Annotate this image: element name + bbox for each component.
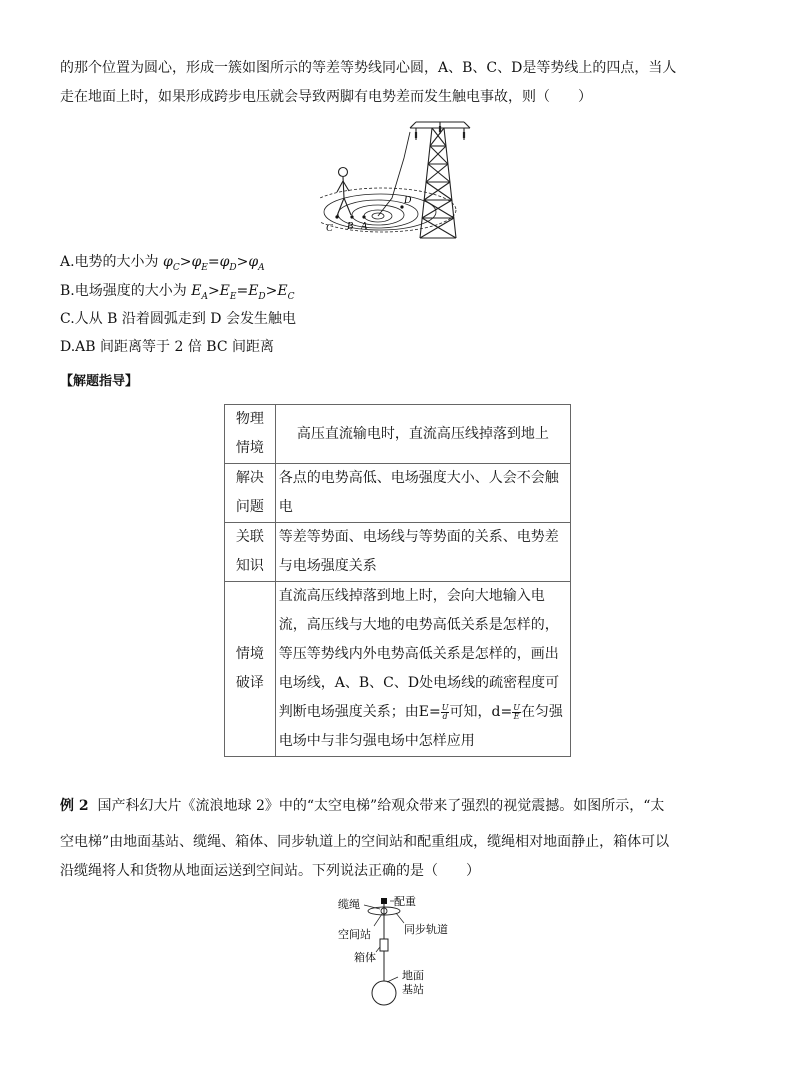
option-b-text: B.电场强度的大小为 xyxy=(60,283,187,299)
elevator-box xyxy=(380,939,388,951)
guide-title: 【解题指导】 xyxy=(60,374,139,389)
label-base-station: 基站 xyxy=(402,984,424,996)
guide-table xyxy=(224,404,571,757)
option-d: D.AB 间距离等于 2 倍 BC 间距离 xyxy=(60,339,274,355)
row-content: 高压直流输电时，直流高压线掉落到地上 xyxy=(275,405,570,464)
option-a: A.电势的大小为 $\varphi_C>\varphi_E=\varphi_D>\varphi_A$ xyxy=(60,254,265,273)
row-head: 解决 问题 xyxy=(225,464,276,523)
earth-circle xyxy=(372,981,396,1005)
row-head: 物理 情境 xyxy=(225,405,276,464)
table-row xyxy=(225,582,571,757)
intro-line-1: 的那个位置为圆心，形成一簇如图所示的等差等势线同心圆，A、B、C、D是等势线上的四点，当人 xyxy=(60,60,677,76)
table-row xyxy=(225,405,571,464)
row-content: 各点的电势高低、电场强度大小、人会不会触 电 xyxy=(275,464,570,523)
intro-line-2: 走在地面上时，如果形成跨步电压就会导致两脚有电势差而发生触电事故，则（ ） xyxy=(60,89,592,105)
person-figure xyxy=(337,168,351,217)
table-row xyxy=(225,523,571,582)
figure-tower-equipotential xyxy=(320,118,490,240)
example2-line-3: 沿缆绳将人和货物从地面运送到空间站。下列说法正确的是（ ） xyxy=(60,863,480,879)
option-b: B.电场强度的大小为 $E_A>E_E=E_D>E_C$ xyxy=(60,283,295,302)
row-content: 等差等势面、电场线与等势面的关系、电势差 与电场强度关系 xyxy=(275,523,570,582)
example2-label: 例 2 xyxy=(60,798,89,814)
example2-line-1: 例 2 国产科幻大片《流浪地球 2》中的“太空电梯”给观众带来了强烈的视觉震撼。如图所示，“太 xyxy=(60,798,665,814)
row-content: 直流高压线掉落到地上时，会向大地输入电 流，高压线与大地的电势高低关系是怎样的， 等压等势线内外电势高低关系是怎样的，画出 电场线，A、B、C、D处电场线的疏密程度可 判断电场强度关系；由E= $\frac{U}{d}$ 可知，d= $\frac{U}{E}$ 在匀强 电场中与非匀强电场中怎样应用 xyxy=(275,582,570,757)
example2-line-2: 空电梯”由地面基站、缆绳、箱体、同步轨道上的空间站和配重组成，缆绳相对地面静止，箱体可以 xyxy=(60,834,670,850)
table-row xyxy=(225,464,571,523)
field-points xyxy=(335,205,403,218)
label-b: B xyxy=(347,221,354,232)
label-station: 空间站 xyxy=(338,929,371,941)
figure-space-elevator xyxy=(330,893,470,1011)
label-ground: 地面 xyxy=(402,970,424,982)
row-head: 关联 知识 xyxy=(225,523,276,582)
label-counterweight: 配重 xyxy=(394,896,416,908)
label-c: C xyxy=(326,223,333,234)
fraction-u-over-d: $\frac{U}{d}$ xyxy=(441,702,449,721)
label-box: 箱体 xyxy=(354,952,376,964)
label-a: A xyxy=(361,221,368,232)
option-c: C.人从 B 沿着圆弧走到 D 会发生触电 xyxy=(60,311,296,327)
option-a-text: A.电势的大小为 xyxy=(60,254,159,270)
transmission-tower xyxy=(410,122,470,238)
label-orbit: 同步轨道 xyxy=(404,924,448,936)
label-d: D xyxy=(404,195,412,206)
row-head: 情境 破译 xyxy=(225,582,276,757)
label-cable: 缆绳 xyxy=(338,899,360,911)
fraction-u-over-e: $\frac{U}{E}$ xyxy=(513,702,520,721)
